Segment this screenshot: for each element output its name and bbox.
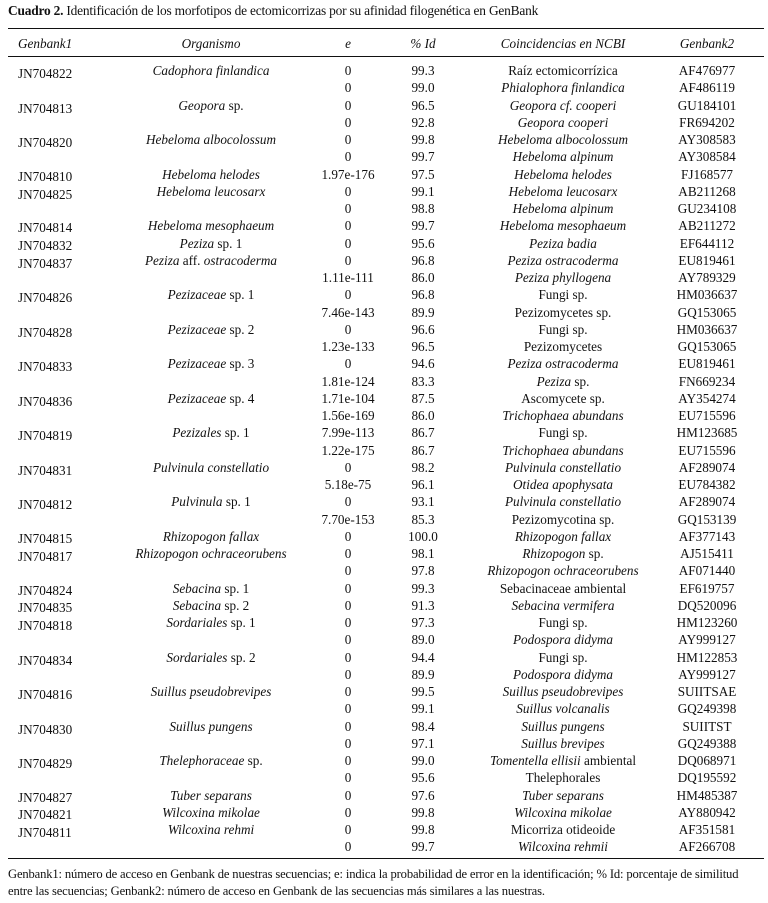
e-value-cell: 0 (344, 546, 352, 561)
genbank2-cell: DQ520096 (677, 597, 737, 613)
genbank2-cell: FN669234 (678, 373, 736, 389)
organism-cell: Pezizaceae sp. 3 (167, 356, 255, 372)
percent-id-cell: 96.6 (411, 321, 435, 337)
percent-id-cell: 96.5 (411, 97, 435, 113)
genbank2-cell: FJ168577 (680, 166, 734, 182)
percent-id-cell: 99.3 (411, 63, 435, 78)
e-value-cell: 0 (344, 528, 352, 544)
header-e: e (345, 36, 351, 51)
organism-cell: Rhizopogon ochraceorubens (135, 546, 287, 561)
header-coincidencias: Coincidencias en NCBI (500, 36, 626, 51)
percent-id-cell: 89.0 (411, 632, 435, 648)
e-value-cell: 0 (344, 63, 352, 78)
e-value-cell: 0 (344, 149, 352, 165)
organism-cell: Pezizales sp. 1 (172, 425, 250, 441)
ncbi-match-cell: Hebeloma mesophaeum (499, 218, 627, 234)
e-value-cell: 0 (344, 839, 352, 855)
percent-id-cell: 94.4 (411, 649, 435, 665)
genbank2-cell: AY308584 (678, 149, 736, 165)
genbank2-cell: AY999127 (678, 666, 736, 682)
ncbi-match-cell: Fungi sp. (538, 649, 588, 665)
ncbi-match-cell: Otidea apophysata (513, 477, 613, 492)
genbank1-cell: JN704819 (18, 428, 73, 444)
e-value-cell: 7.70e-153 (321, 511, 375, 527)
e-value-cell: 0 (344, 563, 352, 579)
organism-cell: Hebeloma helodes (162, 166, 260, 182)
genbank2-cell: AF377143 (678, 528, 736, 544)
ncbi-match-cell: Peziza ostracoderma (507, 252, 619, 268)
genbank1-cell: JN704826 (18, 290, 73, 306)
percent-id-cell: 94.6 (411, 356, 435, 372)
percent-id-cell: 92.8 (411, 114, 435, 130)
e-value-cell: 0 (344, 666, 352, 682)
percent-id-cell: 99.0 (411, 80, 435, 96)
e-value-cell: 7.46e-143 (321, 304, 375, 320)
percent-id-cell: 91.3 (411, 597, 435, 613)
percent-id-cell: 99.7 (411, 218, 435, 234)
e-value-cell: 0 (344, 114, 352, 130)
genbank1-cell: JN704810 (18, 168, 73, 184)
organism-cell: Peziza aff. ostracoderma (145, 252, 277, 268)
ncbi-match-cell: Peziza badia (529, 235, 597, 251)
bottom-rule (8, 858, 764, 859)
percent-id-cell: 99.8 (411, 132, 435, 147)
organism-cell: Cadophora finlandica (152, 63, 270, 78)
percent-id-cell: 99.1 (411, 701, 435, 717)
percent-id-cell: 87.5 (411, 390, 435, 406)
genbank2-cell: HM122853 (676, 649, 738, 665)
organism-cell: Peziza sp. 1 (179, 235, 243, 251)
ncbi-match-cell: Fungi sp. (538, 615, 588, 630)
organism-cell: Suillus pungens (169, 718, 253, 734)
genbank1-cell: JN704811 (18, 825, 72, 840)
e-value-cell: 1.22e-175 (321, 442, 375, 458)
organism-cell: Pezizaceae sp. 1 (167, 287, 255, 303)
percent-id-cell: 98.2 (411, 459, 435, 475)
genbank2-cell: GU184101 (677, 97, 737, 113)
genbank1-cell: JN704831 (18, 462, 73, 478)
genbank1-cell: JN704833 (18, 359, 73, 375)
e-value-cell: 1.56e-169 (321, 408, 375, 423)
ncbi-match-cell: Fungi sp. (538, 287, 588, 303)
percent-id-cell: 96.5 (411, 339, 435, 354)
ncbi-match-cell: Trichophaea abundans (502, 408, 624, 423)
ncbi-match-cell: Suillus volcanalis (516, 701, 610, 717)
percent-id-cell: 96.1 (411, 477, 435, 492)
percent-id-cell: 95.6 (411, 235, 435, 251)
ncbi-match-cell: Peziza phyllogena (514, 270, 612, 285)
genbank2-cell: AJ515411 (680, 546, 734, 561)
percent-id-cell: 99.7 (411, 149, 435, 165)
percent-id-cell: 96.8 (411, 252, 435, 268)
genbank2-cell: EU819461 (678, 356, 736, 372)
genbank1-cell: JN704835 (18, 599, 73, 615)
header-genbank2: Genbank2 (679, 36, 735, 51)
organism-cell: Hebeloma leucosarx (156, 183, 266, 199)
e-value-cell: 1.71e-104 (321, 390, 375, 406)
genbank2-cell: AY999127 (678, 632, 736, 648)
ncbi-match-cell: Thelephorales (525, 770, 601, 786)
percent-id-cell: 98.8 (411, 201, 435, 216)
ncbi-match-cell: Geopora cf. cooperi (509, 97, 617, 113)
ncbi-match-cell: Tomentella ellisii ambiental (489, 753, 637, 768)
ncbi-match-cell: Raíz ectomicorrízica (508, 63, 618, 78)
e-value-cell: 0 (344, 459, 352, 475)
percent-id-cell: 85.3 (411, 511, 435, 527)
genbank1-cell: JN704820 (18, 135, 73, 150)
genbank2-cell: GQ153065 (677, 339, 737, 354)
e-value-cell: 0 (344, 735, 352, 751)
e-value-cell: 0 (344, 804, 352, 820)
genbank2-cell: AF266708 (678, 839, 736, 855)
genbank2-cell: SUIITST (682, 718, 732, 734)
genbank1-cell: JN704817 (18, 549, 73, 564)
organism-cell: Pezizaceae sp. 4 (167, 390, 255, 406)
ncbi-match-cell: Pezizomycetes sp. (514, 304, 612, 320)
ncbi-match-cell: Suillus brevipes (521, 735, 605, 751)
genbank2-cell: EU715596 (678, 408, 736, 423)
ncbi-match-cell: Podospora didyma (512, 666, 613, 682)
ncbi-match-cell: Wilcoxina mikolae (514, 804, 612, 820)
percent-id-cell: 99.7 (411, 839, 435, 855)
ncbi-match-cell: Micorriza otideoide (510, 822, 616, 837)
ncbi-match-cell: Peziza sp. (536, 373, 590, 389)
genbank2-cell: DQ195592 (677, 770, 737, 786)
genbank2-cell: AF351581 (678, 822, 736, 837)
percent-id-cell: 86.0 (411, 408, 435, 423)
genbank1-cell: JN704824 (18, 582, 73, 598)
genbank2-cell: GQ249398 (677, 701, 737, 717)
ncbi-match-cell: Sebacinaceae ambiental (499, 580, 627, 596)
percent-id-cell: 97.8 (411, 563, 435, 579)
genbank1-cell: JN704830 (18, 721, 73, 737)
percent-id-cell: 98.4 (411, 718, 435, 734)
ncbi-match-cell: Peziza ostracoderma (507, 356, 619, 372)
e-value-cell: 7.99e-113 (321, 425, 375, 441)
genbank2-cell: FR694202 (679, 114, 735, 130)
e-value-cell: 1.81e-124 (321, 373, 375, 389)
percent-id-cell: 99.0 (411, 753, 435, 768)
organism-cell: Sordariales sp. 1 (166, 615, 256, 630)
genbank1-cell: JN704818 (18, 618, 73, 633)
genbank2-cell: EU784382 (678, 477, 736, 492)
genbank1-cell: JN704825 (18, 186, 73, 202)
ncbi-match-cell: Hebeloma leucosarx (508, 183, 618, 199)
e-value-cell: 1.97e-176 (321, 166, 375, 182)
genbank2-cell: AY354274 (678, 390, 736, 406)
ncbi-match-cell: Sebacina vermifera (511, 597, 615, 613)
organism-cell: Thelephoraceae sp. (159, 753, 263, 768)
ncbi-match-cell: Phialophora finlandica (501, 80, 625, 96)
organism-cell: Geopora sp. (178, 97, 244, 113)
percent-id-cell: 89.9 (411, 666, 435, 682)
genbank1-cell: JN704816 (18, 687, 73, 702)
ncbi-match-cell: Suillus pseudobrevipes (502, 684, 624, 699)
percent-id-cell: 86.0 (411, 270, 435, 285)
ncbi-match-cell: Pezizomycotina sp. (511, 511, 615, 527)
organism-cell: Sebacina sp. 2 (172, 597, 250, 613)
e-value-cell: 0 (344, 132, 352, 147)
genbank2-cell: HM123685 (676, 425, 738, 441)
e-value-cell: 0 (344, 787, 352, 803)
genbank2-cell: HM036637 (676, 287, 738, 303)
genbank2-cell: HM036637 (676, 321, 738, 337)
e-value-cell: 0 (344, 218, 352, 234)
e-value-cell: 0 (344, 615, 352, 630)
caption-text: Identificación de los morfotipos de ectomicorrizas por su afinidad filogenética en GenBank (66, 3, 539, 18)
genbank2-cell: SUIITSAE (677, 684, 737, 699)
genbank2-cell: EU819461 (678, 252, 736, 268)
genbank2-cell: EF619757 (679, 580, 735, 596)
ncbi-match-cell: Fungi sp. (538, 425, 588, 441)
genbank1-cell: JN704832 (18, 237, 73, 253)
e-value-cell: 0 (344, 183, 352, 199)
genbank2-cell: AF289074 (678, 494, 736, 510)
e-value-cell: 0 (344, 356, 352, 372)
genbank2-cell: EU715596 (678, 442, 736, 458)
genbank2-cell: HM123260 (676, 615, 738, 630)
genbank2-cell: AF486119 (679, 80, 735, 96)
e-value-cell: 0 (344, 770, 352, 786)
genbank1-cell: JN704813 (18, 100, 73, 116)
percent-id-cell: 93.1 (411, 494, 435, 510)
genbank1-cell: JN704837 (18, 255, 73, 271)
ncbi-match-cell: Hebeloma helodes (514, 166, 612, 182)
organism-cell: Wilcoxina mikolae (162, 804, 260, 820)
e-value-cell: 1.23e-133 (321, 339, 375, 354)
genbank2-cell: HM485387 (676, 787, 738, 803)
e-value-cell: 0 (344, 287, 352, 303)
e-value-cell: 0 (344, 822, 352, 837)
ncbi-match-cell: Rhizopogon fallax (514, 528, 612, 544)
e-value-cell: 0 (344, 684, 352, 699)
organism-cell: Pulvinula constellatio (152, 459, 270, 475)
genbank2-cell: AF071440 (678, 563, 736, 579)
organism-cell: Hebeloma mesophaeum (147, 218, 275, 234)
genbank2-cell: AY880942 (678, 804, 736, 820)
percent-id-cell: 97.6 (411, 787, 435, 803)
e-value-cell: 5.18e-75 (324, 477, 372, 492)
header-organismo: Organismo (181, 36, 241, 51)
ncbi-match-cell: Suillus pungens (521, 718, 605, 734)
organism-cell: Sordariales sp. 2 (166, 649, 256, 665)
genbank2-cell: AY308583 (678, 132, 736, 147)
ncbi-match-cell: Hebeloma alpinum (512, 201, 614, 216)
genbank1-cell: JN704812 (18, 497, 73, 513)
percent-id-cell: 89.9 (411, 304, 435, 320)
percent-id-cell: 99.3 (411, 580, 435, 596)
e-value-cell: 0 (344, 580, 352, 596)
e-value-cell: 0 (344, 753, 352, 768)
ncbi-match-cell: Ascomycete sp. (521, 390, 605, 406)
percent-id-cell: 100.0 (408, 528, 438, 544)
genbank1-cell: JN704822 (18, 66, 73, 81)
genbank2-cell: GQ249388 (677, 735, 737, 751)
e-value-cell: 0 (344, 201, 352, 216)
table-footnote: Genbank1: número de acceso en Genbank de nuestras secuencias; e: indica la probabilidad de error en la identificación; % Id: porcentaje de similitud entre las secuencias; Genbank2: número de acceso en Genbank de las secuencias más similares a las nuestras. (8, 867, 739, 898)
e-value-cell: 0 (344, 718, 352, 734)
genbank1-cell: JN704815 (18, 530, 73, 546)
percent-id-cell: 97.1 (411, 735, 435, 751)
e-value-cell: 0 (344, 252, 352, 268)
ncbi-match-cell: Hebeloma albocolossum (497, 132, 629, 147)
genbank2-cell: EF644112 (679, 235, 735, 251)
percent-id-cell: 99.8 (411, 822, 435, 837)
caption-label: Cuadro 2. (8, 3, 64, 18)
percent-id-cell: 95.6 (411, 770, 435, 786)
ncbi-match-cell: Rhizopogon ochraceorubens (487, 563, 639, 579)
percent-id-cell: 97.5 (411, 166, 435, 182)
genbank2-cell: DQ068971 (677, 753, 737, 768)
organism-cell: Wilcoxina rehmi (167, 822, 255, 837)
genbank2-cell: GQ153139 (677, 511, 737, 527)
ncbi-match-cell: Pulvinula constellatio (504, 494, 622, 510)
genbank1-cell: JN704829 (18, 756, 73, 771)
genbank1-cell: JN704821 (18, 806, 73, 822)
genbank1-cell: JN704834 (18, 652, 73, 668)
genbank2-cell: AF476977 (678, 63, 736, 78)
e-value-cell: 0 (344, 632, 352, 648)
e-value-cell: 0 (344, 235, 352, 251)
genbank1-cell: JN704827 (18, 789, 73, 805)
e-value-cell: 0 (344, 97, 352, 113)
ncbi-match-cell: Pezizomycetes (523, 339, 603, 354)
ncbi-match-cell: Pulvinula constellatio (504, 459, 622, 475)
e-value-cell: 0 (344, 321, 352, 337)
genbank2-cell: AB211268 (678, 183, 736, 199)
organism-cell: Pezizaceae sp. 2 (167, 321, 255, 337)
e-value-cell: 1.11e-111 (322, 270, 374, 285)
genbank1-cell: JN704836 (18, 393, 73, 409)
percent-id-cell: 97.3 (411, 615, 435, 630)
ncbi-match-cell: Trichophaea abundans (502, 442, 624, 458)
percent-id-cell: 99.5 (411, 684, 435, 699)
percent-id-cell: 83.3 (411, 373, 435, 389)
ncbi-match-cell: Geopora cooperi (517, 114, 609, 130)
ncbi-match-cell: Hebeloma alpinum (512, 149, 614, 165)
ncbi-match-cell: Fungi sp. (538, 321, 588, 337)
e-value-cell: 0 (344, 649, 352, 665)
header-genbank1: Genbank1 (18, 36, 73, 51)
organism-cell: Tuber separans (170, 787, 252, 803)
genbank2-cell: AY789329 (678, 270, 736, 285)
genbank2-cell: GU234108 (677, 201, 737, 216)
organism-cell: Pulvinula sp. 1 (171, 494, 251, 510)
e-value-cell: 0 (344, 494, 352, 510)
genbank1-cell: JN704828 (18, 324, 73, 340)
ncbi-match-cell: Rhizopogon sp. (522, 546, 604, 561)
ncbi-match-cell: Tuber separans (522, 787, 604, 803)
e-value-cell: 0 (344, 597, 352, 613)
organism-cell: Sebacina sp. 1 (172, 580, 250, 596)
organism-cell: Rhizopogon fallax (162, 528, 260, 544)
ncbi-match-cell: Podospora didyma (512, 632, 613, 648)
genbank2-cell: AB211272 (678, 218, 736, 234)
percent-id-cell: 98.1 (411, 546, 435, 561)
percent-id-cell: 96.8 (411, 287, 435, 303)
e-value-cell: 0 (344, 80, 352, 96)
percent-id-cell: 86.7 (411, 442, 435, 458)
genbank1-cell: JN704814 (18, 220, 73, 236)
genbank2-cell: GQ153065 (677, 304, 737, 320)
e-value-cell: 0 (344, 701, 352, 717)
genbank2-cell: AF289074 (678, 459, 736, 475)
header-pid: % Id (410, 36, 436, 51)
ncbi-match-cell: Wilcoxina rehmii (518, 839, 608, 855)
percent-id-cell: 99.8 (411, 804, 435, 820)
percent-id-cell: 86.7 (411, 425, 435, 441)
organism-cell: Hebeloma albocolossum (145, 132, 277, 147)
percent-id-cell: 99.1 (411, 183, 435, 199)
organism-cell: Suillus pseudobrevipes (150, 684, 272, 699)
